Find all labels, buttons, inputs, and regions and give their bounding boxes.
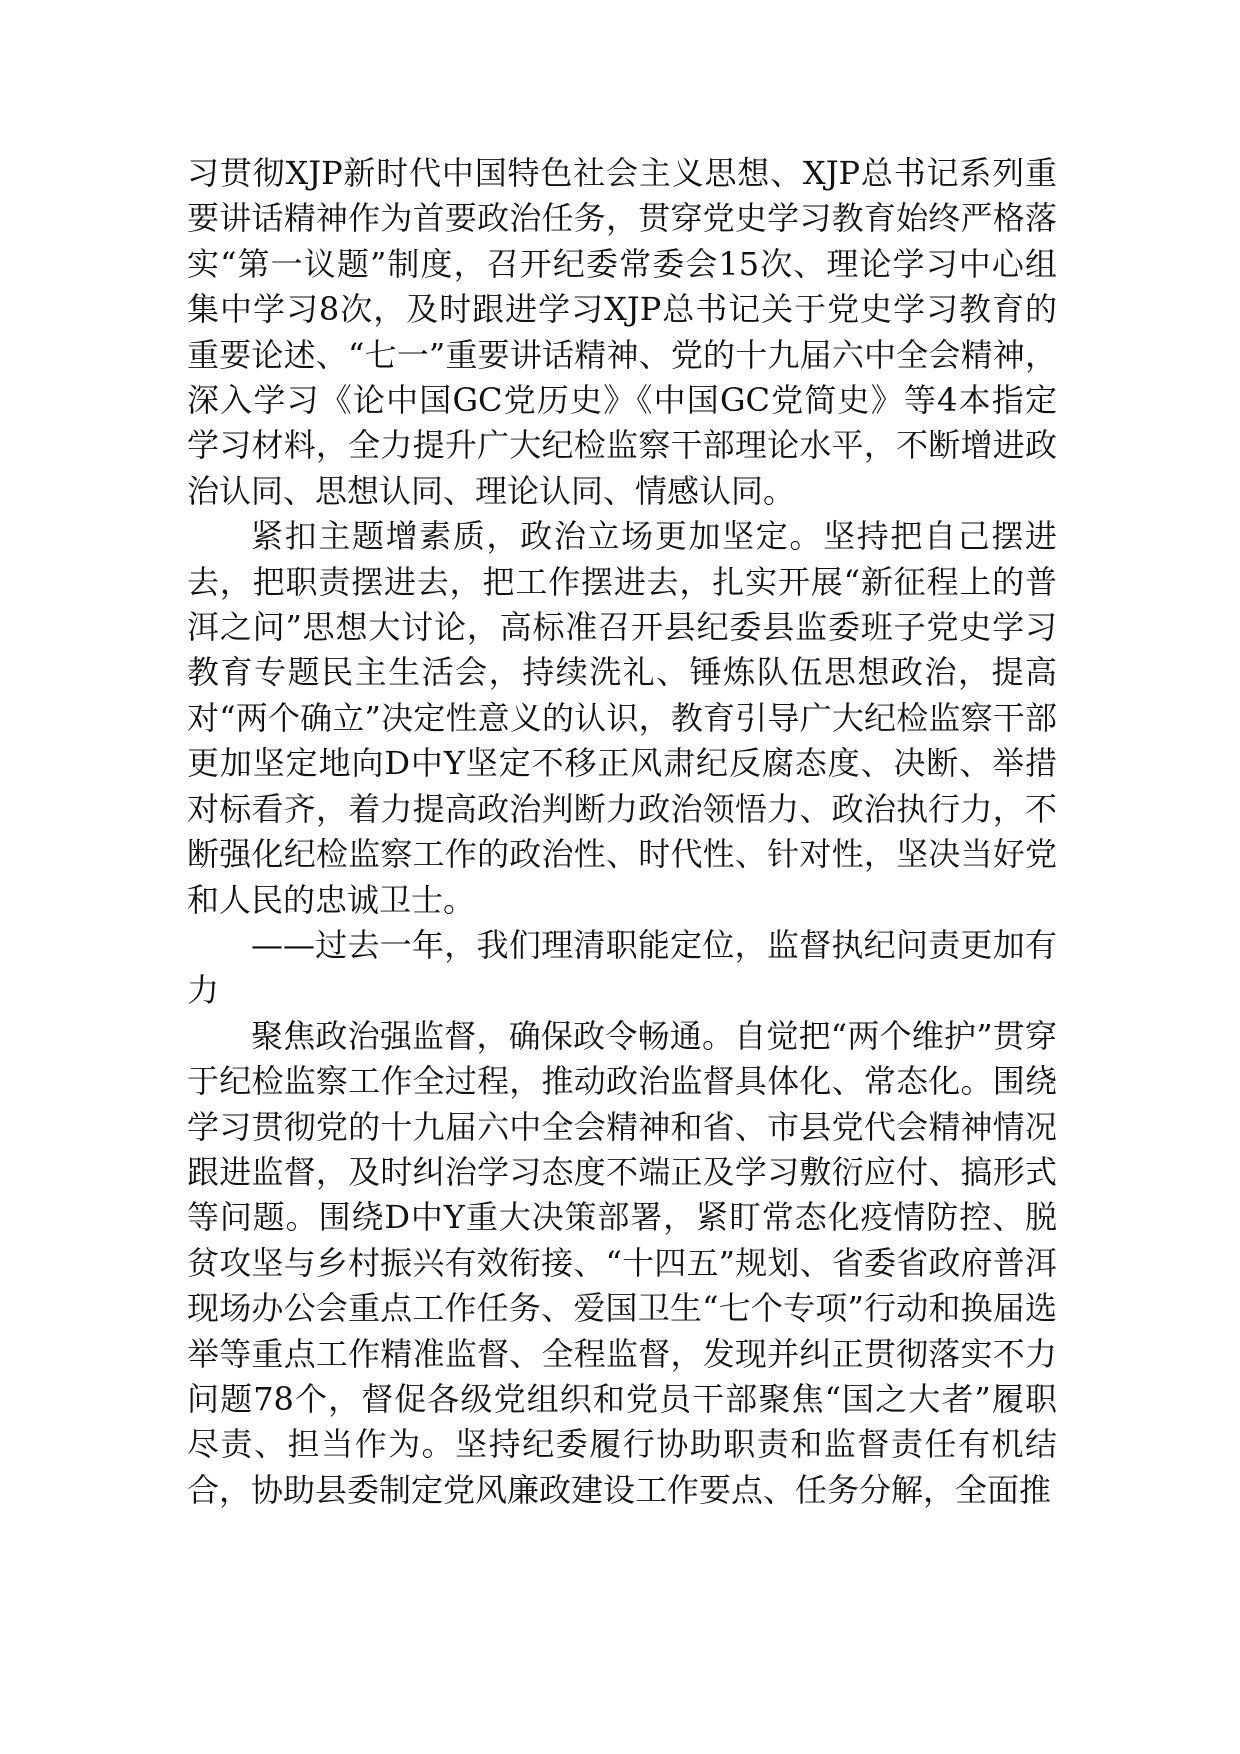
paragraph-study-theory: 习贯彻XJP新时代中国特色社会主义思想、XJP总书记系列重要讲话精神作为首要政治任务，贯穿党史学习教育始终严格落实“第一议题”制度，召开纪委常委会15次、理论学习中心组集中学习8次，及时跟进学习XJP总书记关于党史学习教育的重要论述、“七一”重要讲话精神、党的十九届六中全会精神，深入学习《论中国GC党历史》《中国GC党简史》等4本指定学习材料，全力提升广大纪检监察干部理论水平，不断增进政治认同、思想认同、理论认同、情感认同。	[187, 154, 1057, 510]
paragraph-political-supervision: 聚焦政治强监督，确保政令畅通。自觉把“两个维护”贯穿于纪检监察工作全过程，推动政治监督具体化、常态化。围绕学习贯彻党的十九届六中全会精神和省、市县党代会精神情况跟进监督，及时纠治学习态度不端正及学习敷衍应付、搞形式等问题。围绕D中Y重大决策部署，紧盯常态化疫情防控、脱贫攻坚与乡村振兴有效衔接、“十四五”规划、省委省政府普洱现场办公会重点工作任务、爱国卫生“七个专项”行动和换届选举等重点工作精准监督、全程监督，发现并纠正贯彻落实不力问题78个，督促各级党组织和党员干部聚焦“国之大者”履职尽责、担当作为。坚持纪委履行协助职责和监督责任有机结合，协助县委制定党风廉政建设工作要点、任务分解，全面推	[187, 1016, 1057, 1509]
paragraph-political-stance: 紧扣主题增素质，政治立场更加坚定。坚持把自己摆进去，把职责摆进去，把工作摆进去，扎实开展“新征程上的普洱之问”思想大讨论，高标准召开县纪委县监委班子党史学习教育专题民主生活会，持续洗礼、锤炼队伍思想政治，提高对“两个确立”决定性意义的认识，教育引导广大纪检监察干部更加坚定地向D中Y坚定不移正风肃纪反腐态度、决断、举措对标看齐，着力提高政治判断力政治领悟力、政治执行力，不断强化纪检监察工作的政治性、时代性、针对性，坚决当好党和人民的忠诚卫士。	[187, 517, 1057, 919]
body-text	[187, 151, 1057, 1513]
section-heading-supervision: ——过去一年，我们理清职能定位，监督执纪问责更加有力	[187, 925, 1057, 1010]
